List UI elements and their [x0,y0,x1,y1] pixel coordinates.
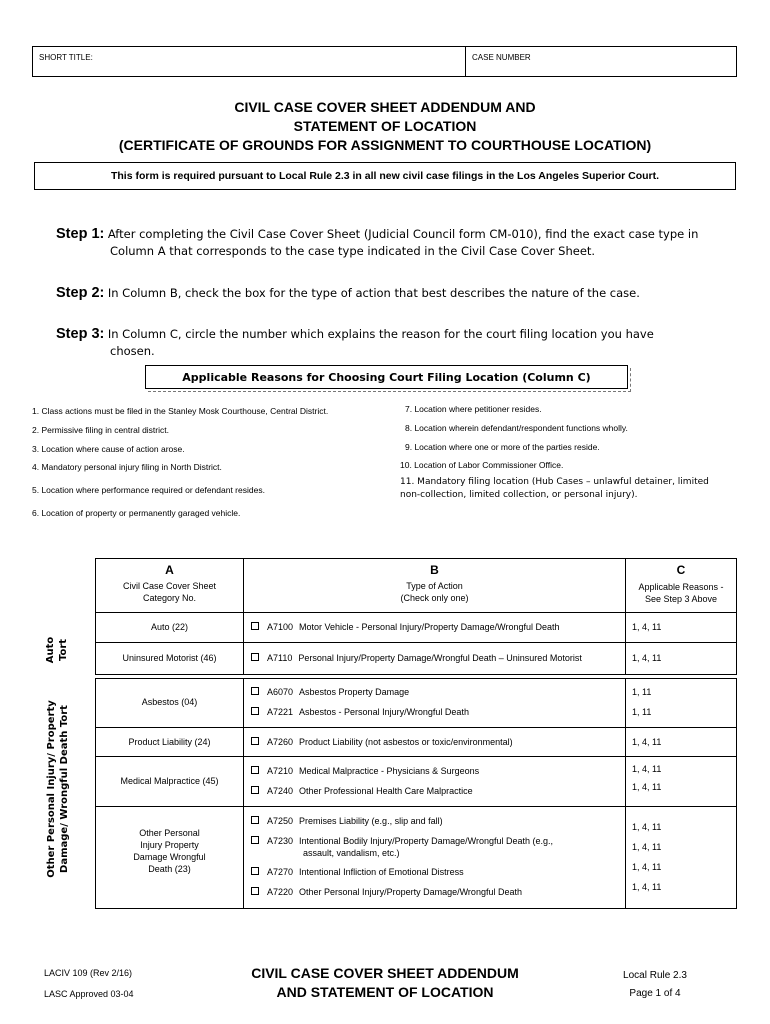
step-1-text-2: Column A that corresponds to the case type indicated in the Civil Case Cover Sheet. [110,244,596,258]
reasons-a7260[interactable]: 1, 4, 11 [632,737,662,747]
reasons-a7221[interactable]: 1, 11 [632,707,652,717]
side-label-auto: Auto [45,636,56,664]
action-a7220 [251,886,522,898]
col-a-letter: A [165,563,174,577]
reasons-a7230[interactable]: 1, 4, 11 [632,842,662,852]
code-a7110: A7110 [267,653,293,663]
desc-a7110: Personal Injury/Property Damage/Wrongful Death – Uninsured Motorist [298,653,582,663]
action-a7260 [251,736,513,748]
auto-row-divider [95,642,736,643]
step-2-label: Step 2: [56,285,105,301]
short-title-label: SHORT TITLE: [39,53,93,62]
col-bc-divider-bottom [625,678,626,909]
action-a7100 [251,621,560,633]
step-2 [56,285,640,302]
notice-box: This form is required pursuant to Local Rule 2.3 in all new civil case filings in the Los Angeles Superior Court. [34,162,736,190]
checkbox-a6070[interactable] [251,687,259,695]
desc-a7210: Medical Malpractice - Physicians & Surgeons [299,766,480,776]
col-b-subtitle: (Check only one) [400,593,469,603]
reason-11: 11. Mandatory filing location (Hub Cases – unlawful detainer, limited [400,477,709,487]
footer-page: Page 1 of 4 [629,988,681,999]
reasons-a7220[interactable]: 1, 4, 11 [632,882,662,892]
form-title-line1: CIVIL CASE COVER SHEET ADDENDUM AND [234,99,536,115]
desc-a7100: Motor Vehicle - Personal Injury/Property Damage/Wrongful Death [299,622,560,632]
code-a7220: A7220 [267,887,294,897]
reason-7: 7. Location where petitioner resides. [405,404,542,414]
checkbox-a7250[interactable] [251,816,259,824]
category-uninsured: Uninsured Motorist (46) [122,653,217,663]
side-label-tort: Tort [58,638,69,662]
category-other-2: Injury Property [140,840,199,850]
category-other-4: Death (23) [148,864,191,874]
reason-4: 4. Mandatory personal injury filing in North District. [32,462,222,472]
checkbox-a7260[interactable] [251,737,259,745]
footer-title-1: CIVIL CASE COVER SHEET ADDENDUM [251,965,519,981]
footer-form-number: LACIV 109 (Rev 2/16) [44,968,133,978]
reason-6: 6. Location of property or permanently garaged vehicle. [32,508,241,518]
desc-a6070: Asbestos Property Damage [299,687,410,697]
category-other-1: Other Personal [139,828,200,838]
form-title-line3: (CERTIFICATE OF GROUNDS FOR ASSIGNMENT TO COURTHOUSE LOCATION) [118,137,652,153]
code-a7250: A7250 [267,816,294,826]
form-title-line2: STATEMENT OF LOCATION [293,118,477,134]
reason-11-cont: non-collection, limited collection, or personal injury). [400,490,638,500]
side-label-other-pi [45,679,71,899]
category-auto: Auto (22) [150,622,189,632]
category-medical: Medical Malpractice (45) [120,776,219,786]
category-other-3: Damage Wrongful [133,852,206,862]
category-asbestos: Asbestos (04) [141,697,198,707]
reasons-a7100[interactable]: 1, 4, 11 [632,622,662,632]
code-a7221: A7221 [267,707,294,717]
case-number-field[interactable] [465,46,737,77]
col-a-subtitle: Category No. [142,593,197,603]
checkbox-a7100[interactable] [251,622,259,630]
col-c-subtitle: See Step 3 Above [644,594,718,604]
step-3-text-2: chosen. [110,344,155,358]
step-1-label: Step 1: [56,226,105,242]
action-a7270 [251,866,464,878]
step-1-text: After completing the Civil Case Cover Sheet (Judicial Council form CM-010), find the exact case type in [107,227,699,241]
code-a7270: A7270 [267,867,294,877]
medical-row-bottom [95,806,736,807]
side-label-other-pi-1: Other Personal Injury/ Property [46,700,57,878]
step-3-text: In Column C, circle the number which explains the reason for the court filing location you have [107,327,654,341]
auto-block-bottom [95,674,736,675]
table-border-bottom [95,908,736,909]
col-ab-divider-bottom [243,678,244,909]
asbestos-row-bottom [95,727,736,728]
code-a7230: A7230 [267,836,294,846]
reason-5: 5. Location where performance required or defendant resides. [32,485,265,495]
reason-1: 1. Class actions must be filed in the Stanley Mosk Courthouse, Central District. [32,406,329,416]
checkbox-a7210[interactable] [251,766,259,774]
step-2-text: In Column B, check the box for the type of action that best describes the nature of the case. [107,286,640,300]
desc-a7221: Asbestos - Personal Injury/Wrongful Death [299,707,469,717]
reasons-a6070[interactable]: 1, 11 [632,687,652,697]
reasons-a7110[interactable]: 1, 4, 11 [632,653,662,663]
category-product: Product Liability (24) [128,737,211,747]
header-divider [95,612,736,613]
table-border-right-top [736,558,737,675]
step-1 [56,226,698,260]
col-a-title: Civil Case Cover Sheet [122,581,217,591]
footer-approved: LASC Approved 03-04 [44,989,134,999]
checkbox-a7270[interactable] [251,867,259,875]
col-c-letter: C [676,563,686,577]
checkbox-a7230[interactable] [251,836,259,844]
reason-8: 8. Location wherein defendant/respondent functions wholly. [405,423,628,433]
side-label-other-pi-2: Damage/ Wrongful Death Tort [59,705,70,873]
product-row-bottom [95,756,736,757]
lower-block-top [95,678,736,679]
reasons-a7270[interactable]: 1, 4, 11 [632,862,662,872]
checkbox-a7221[interactable] [251,707,259,715]
reasons-a7210[interactable]: 1, 4, 11 [632,764,662,774]
code-a7240: A7240 [267,786,294,796]
col-b-title: Type of Action [406,581,463,591]
case-number-label: CASE NUMBER [472,53,531,62]
side-label-auto-tort [44,610,70,690]
reasons-a7250[interactable]: 1, 4, 11 [632,822,662,832]
table-border-right-bottom [736,678,737,909]
action-a7230 [251,835,553,847]
reason-2: 2. Permissive filing in central district. [32,425,169,435]
desc-a7230-cont: assault, vandalism, etc.) [303,848,400,858]
footer-title-2: AND STATEMENT OF LOCATION [276,984,494,1000]
col-b-letter: B [430,563,439,577]
reason-3: 3. Location where cause of action arose. [32,444,185,454]
desc-a7270: Intentional Infliction of Emotional Distress [299,867,464,877]
table-border-top [95,558,736,559]
desc-a7260: Product Liability (not asbestos or toxic/environmental) [299,737,513,747]
footer-rule: Local Rule 2.3 [623,970,687,981]
reasons-a7240[interactable]: 1, 4, 11 [632,782,662,792]
action-a6070 [251,686,409,698]
action-a7110 [251,652,582,664]
action-a7210 [251,765,479,777]
step-3 [56,326,654,360]
checkbox-a7240[interactable] [251,786,259,794]
reason-10: 10. Location of Labor Commissioner Office. [400,460,564,470]
code-a7100: A7100 [267,622,294,632]
desc-a7240: Other Professional Health Care Malpractice [299,786,473,796]
reasons-heading: Applicable Reasons for Choosing Court Filing Location (Column C) [145,365,628,389]
code-a7260: A7260 [267,737,294,747]
desc-a7250: Premises Liability (e.g., slip and fall) [299,816,443,826]
step-3-label: Step 3: [56,326,105,342]
action-a7221 [251,706,469,718]
short-title-field[interactable] [32,46,466,77]
action-a7240 [251,785,473,797]
code-a6070: A6070 [267,687,294,697]
col-c-title: Applicable Reasons - [638,582,724,592]
checkbox-a7220[interactable] [251,887,259,895]
checkbox-a7110[interactable] [251,653,259,661]
desc-a7230: Intentional Bodily Injury/Property Damage/Wrongful Death (e.g., [299,836,553,846]
desc-a7220: Other Personal Injury/Property Damage/Wrongful Death [299,887,522,897]
reason-9: 9. Location where one or more of the parties reside. [405,442,600,452]
action-a7250 [251,815,443,827]
code-a7210: A7210 [267,766,294,776]
